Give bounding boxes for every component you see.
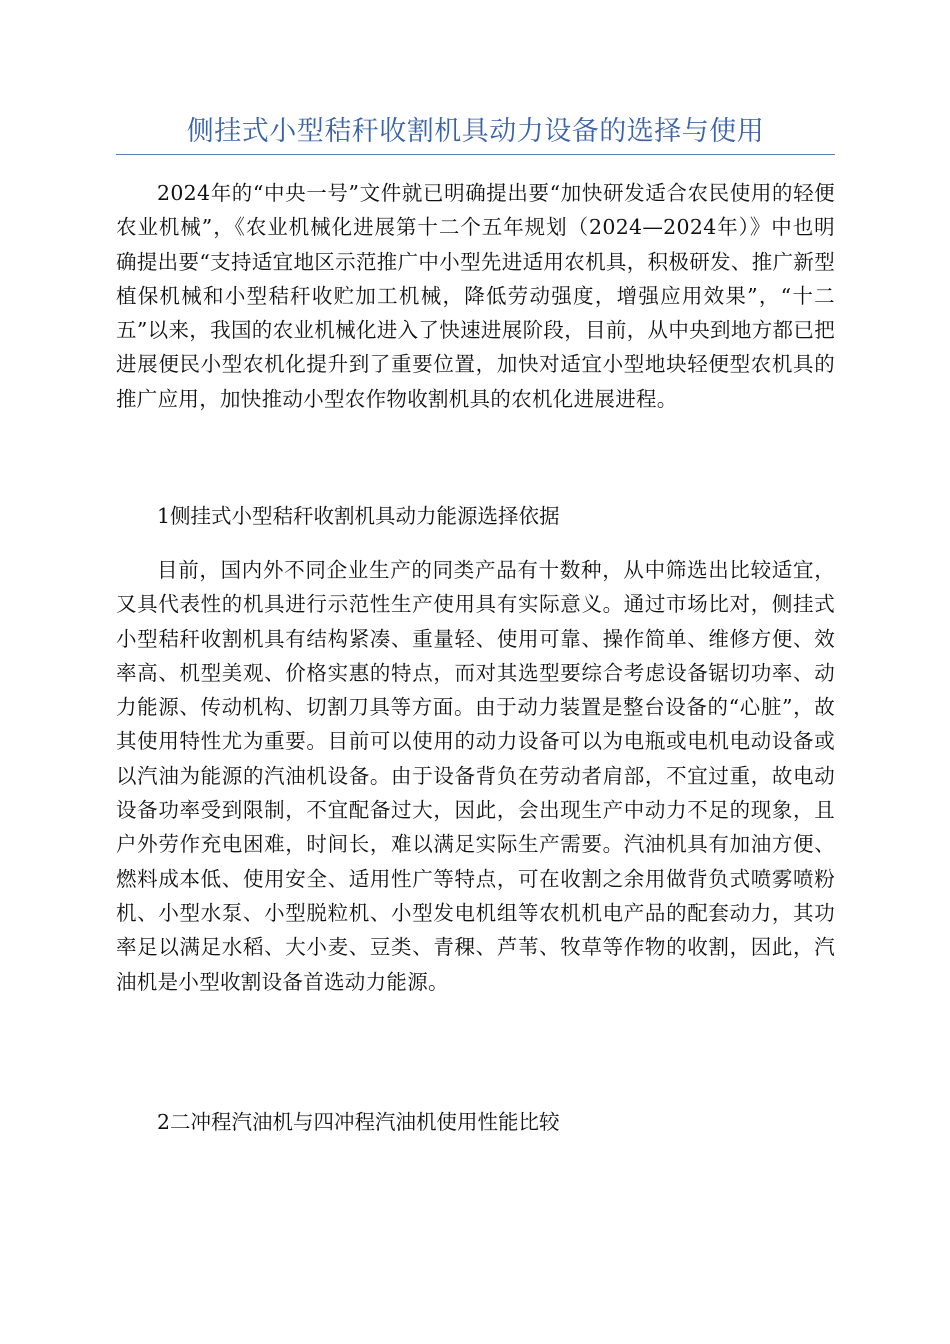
document-title: 侧挂式小型秸秆收割机具动力设备的选择与使用: [186, 116, 765, 147]
section-heading-2: 2二冲程汽油机与四冲程汽油机使用性能比较: [157, 1110, 560, 1134]
section-1-paragraph: 目前，国内外不同企业生产的同类产品有十数种，从中筛选出比较适宜，又具代表性的机具进行示范性生产使用具有实际意义。通过市场比对，侧挂式小型秸秆收割机具有结构紧凑、重量轻、使用可靠、操作简单、维修方便、效率高、机型美观、价格实惠的特点，而对其选型要综合考虑设备锯切功率、动力能源、传动机构、切割刀具等方面。由于动力装置是整台设备的“心脏”，故其使用特性尤为重要。目前可以使用的动力设备可以为电瓶或电机电动设备或以汽油为能源的汽油机设备。由于设备背负在劳动者肩部，不宜过重，故电动设备功率受到限制，不宜配备过大，因此，会出现生产中动力不足的现象，且户外劳作充电困难，时间长，难以满足实际生产需要。汽油机具有加油方便、燃料成本低、使用安全、适用性广等特点，可在收割之余用做背负式喷雾喷粉机、小型水泵、小型脱粒机、小型发电机组等农机机电产品的配套动力，其功率足以满足水稻、大小麦、豆类、青稞、芦苇、牧草等作物的收割，因此，汽油机是小型收割设备首选动力能源。: [116, 558, 835, 994]
title-underline: [116, 154, 835, 155]
intro-paragraph: 2024年的“中央一号”文件就已明确提出要“加快研发适合农民使用的轻便农业机械”，《农业机械化进展第十二个五年规划（2024—2024年）》中也明确提出要“支持适宜地区示范推广中小型先进适用农机具，积极研发、推广新型植保机械和小型秸秆收贮加工机械，降低劳动强度，增强应用效果”，“十二五”以来，我国的农业机械化进入了快速进展阶段，目前，从中央到地方都已把进展便民小型农机化提升到了重要位置，加快对适宜小型地块轻便型农机具的推广应用，加快推动小型农作物收割机具的农机化进展进程。: [116, 181, 835, 411]
section-heading-1: 1侧挂式小型秸秆收割机具动力能源选择依据: [157, 504, 560, 528]
